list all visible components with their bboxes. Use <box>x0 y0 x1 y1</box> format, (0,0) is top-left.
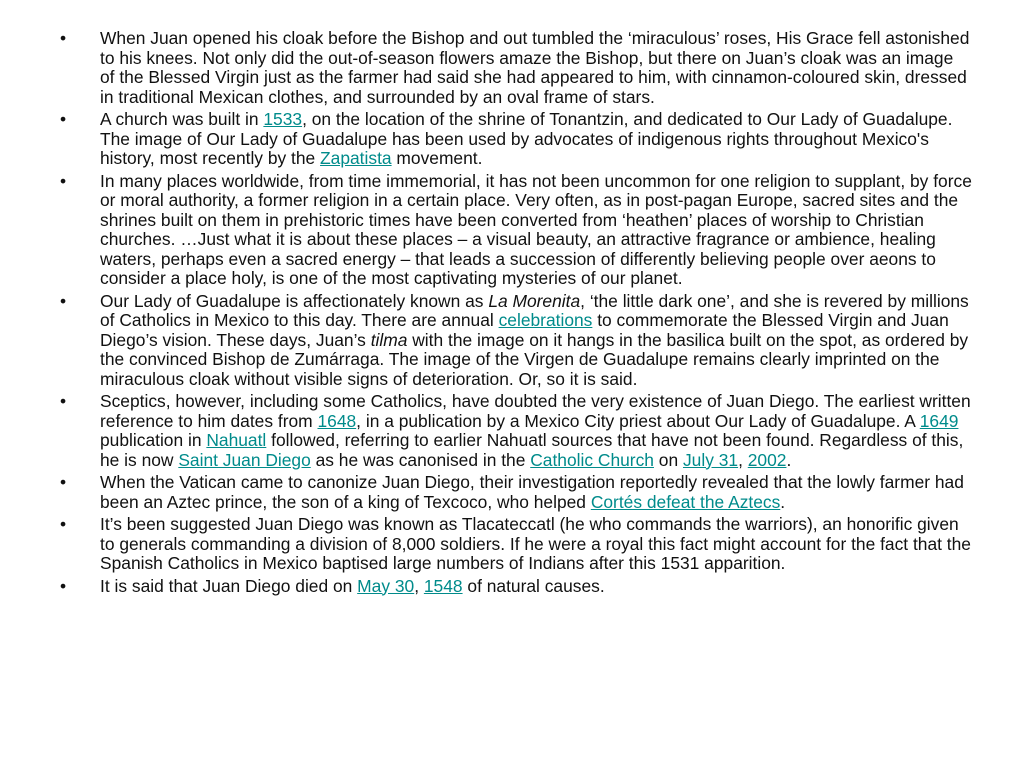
link-zapatista[interactable]: Zapatista <box>320 148 392 168</box>
bullet-item-3 <box>60 172 972 289</box>
bullet-text: Our Lady of Guadalupe is affectionately known as <box>100 290 489 311</box>
link-1649[interactable]: 1649 <box>919 410 959 431</box>
bullet-marker: • <box>60 391 67 411</box>
bullet-text: , on the location of the shrine of Tonantzin, and dedicated to Our Lady of Guadalupe. The image of Our Lady of Guadalupe has been used by advocates of indigenous rights throughout Mexico's history, most recently by the <box>100 109 953 168</box>
emphasis-tilma: tilma <box>370 329 408 350</box>
link-saint-juan-diego[interactable]: Saint Juan Diego <box>178 449 311 470</box>
bullet-text: , <box>738 449 748 470</box>
link-cortes-defeat-the-aztecs[interactable]: Cortés defeat the Aztecs <box>590 491 781 512</box>
bullet-text: with the image on it hangs in the basilica built on the spot, as ordered by the convinced Bishop de Zumárraga. The image of the Virgen de Guadalupe remains clearly imprinted on the miraculous cloak without visible signs of deterioration. Or, so it is said. <box>100 329 969 389</box>
bullet-item-4 <box>60 292 972 390</box>
link-1533[interactable]: 1533 <box>263 109 303 129</box>
bullet-text: on <box>653 449 683 470</box>
bullet-item-1 <box>60 29 972 107</box>
bullet-text: When the Vatican came to canonize Juan Diego, their investigation reportedly revealed that the lowly farmer had been an Aztec prince, the son of a king of Texcoco, who helped <box>100 472 964 512</box>
bullet-text: of natural causes. <box>462 575 605 596</box>
bullet-text: to commemorate the Blessed Virgin and Juan Diego’s vision. These days, Juan’s <box>100 310 949 350</box>
bullet-text: When Juan opened his cloak before the Bishop and out tumbled the ‘miraculous’ roses, His Grace fell astonished to his knees. Not only did the out-of-season flowers amaze the Bishop, but there on Juan’s cloak was an image of the Blessed Virgin just as the farmer had said she had appeared to him, with cinnamon-coloured skin, dressed in traditional Mexican clothes, and surrounded by an oval frame of stars. <box>100 28 970 107</box>
bullet-marker: • <box>60 28 67 48</box>
bullet-marker: • <box>60 290 67 311</box>
link-may-30[interactable]: May 30 <box>357 575 415 596</box>
bullet-marker: • <box>60 472 67 492</box>
bullet-list <box>60 29 972 599</box>
bullet-text: . <box>786 449 792 470</box>
emphasis-la-morenita: La Morenita <box>488 290 581 311</box>
bullet-item-7 <box>60 515 972 574</box>
bullet-text: , ‘the little dark one’, and she is revered by millions of Catholics in Mexico to this day. There are annual <box>100 290 969 330</box>
bullet-text: It is said that Juan Diego died on <box>100 575 358 596</box>
bullet-text: Sceptics, however, including some Catholics, have doubted the very existence of Juan Diego. The earliest written reference to him dates from <box>100 391 971 431</box>
bullet-text: , <box>414 575 424 596</box>
bullet-text: . <box>780 491 786 512</box>
link-nahuatl[interactable]: Nahuatl <box>206 430 267 450</box>
bullet-marker: • <box>60 575 67 596</box>
bullet-marker: • <box>60 170 67 191</box>
bullet-marker: • <box>60 514 67 534</box>
bullet-marker: • <box>60 109 67 129</box>
link-2002[interactable]: 2002 <box>747 449 787 470</box>
bullet-item-8 <box>60 577 972 597</box>
bullet-text: , in a publication by a Mexico City priest about Our Lady of Guadalupe. A <box>356 410 920 431</box>
link-catholic-church[interactable]: Catholic Church <box>530 449 654 470</box>
bullet-text: A church was built in <box>100 109 264 129</box>
bullet-item-5 <box>60 392 972 470</box>
link-1648[interactable]: 1648 <box>317 410 357 431</box>
link-july-31[interactable]: July 31 <box>682 449 739 470</box>
bullet-text: publication in <box>100 430 207 450</box>
bullet-item-2 <box>60 110 972 169</box>
link-celebrations[interactable]: celebrations <box>498 310 593 330</box>
bullet-text: as he was canonised in the <box>310 449 531 470</box>
link-1548[interactable]: 1548 <box>423 575 463 596</box>
bullet-text: movement. <box>391 148 483 168</box>
bullet-item-6 <box>60 473 972 512</box>
bullet-text: It’s been suggested Juan Diego was known as Tlacateccatl (he who commands the warriors), an honorific given to generals commanding a division of 8,000 soldiers. If he were a royal this fact might account for the fact that the Spanish Catholics in Mexico baptised large numbers of Indians after this 1531 apparition. <box>100 514 971 573</box>
bullet-text: followed, referring to earlier Nahuatl sources that have not been found. Regardless of this, he is now <box>100 430 964 470</box>
bullet-text: In many places worldwide, from time immemorial, it has not been uncommon for one religion to supplant, by force or moral authority, a former religion in a certain place. Very often, as in post-pagan Europe, sacred sites and the shrines built on them in prehistoric times have been converted from ‘heathen’ places of worship to Christian churches. …Just what it is about these places – a visual beauty, an attractive fragrance or ambience, healing waters, perhaps even a sacred energy – that leads a succession of differently believing people over aeons to consider a place holy, is one of the most captivating mysteries of our planet. <box>100 170 972 288</box>
